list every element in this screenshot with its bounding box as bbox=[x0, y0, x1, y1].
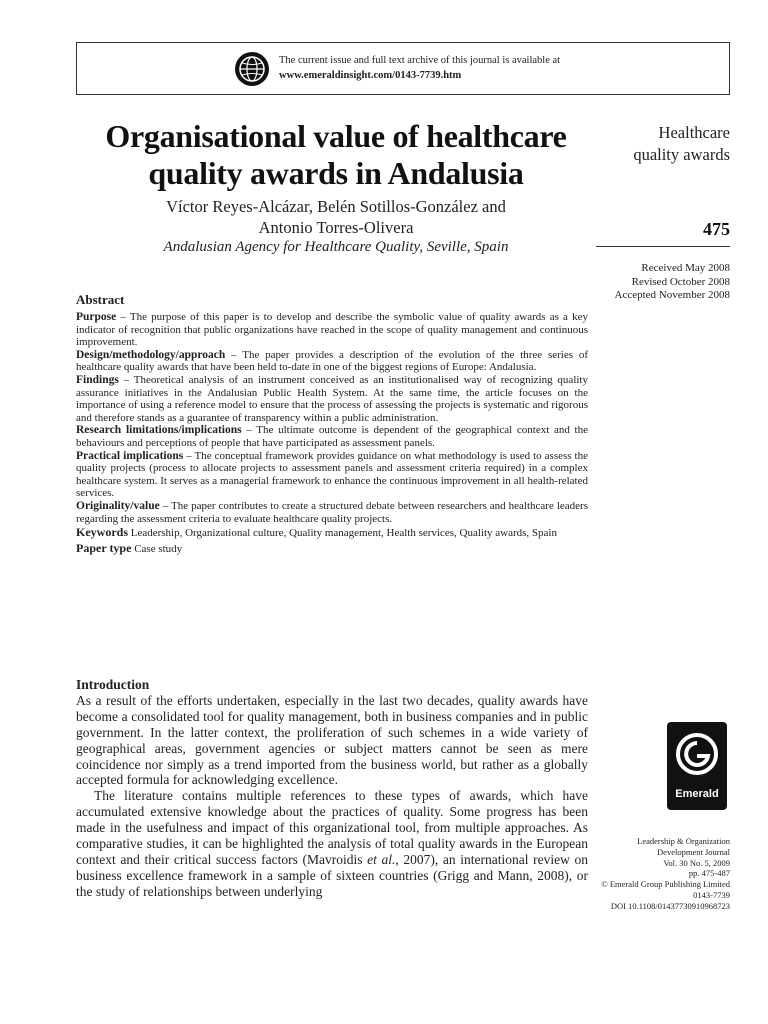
intro-paragraph-2-end: , 2007), an international review on business excellence framework in a sample of sixteen countries (Grigg and Mann, 2008), or the study of relationships between underlying bbox=[76, 851, 588, 899]
journal-copyright: © Emerald Group Publishing Limited bbox=[601, 879, 730, 890]
journal-name-line-2: Development Journal bbox=[657, 846, 730, 857]
emerald-logo-text: Emerald bbox=[675, 788, 719, 800]
limitations-label: Research limitations/implications bbox=[76, 424, 242, 437]
keywords-label: Keywords bbox=[76, 525, 128, 540]
received-date: Received May 2008 bbox=[641, 262, 730, 274]
abstract-findings bbox=[76, 374, 588, 424]
journal-availability-box bbox=[76, 42, 730, 95]
running-title-line-1: Healthcare bbox=[658, 123, 730, 142]
practical-text: – The conceptual framework provides guidance on what methodology is used to assess the quality projects (process to allocate projects to assessment panels and assessment criteria required) in a complex healthcare system. It serves as a managerial framework to enhance the continuous improvement in all health-related services. bbox=[76, 449, 588, 500]
journal-name-line-1: Leadership & Organization bbox=[637, 836, 730, 846]
emerald-logo bbox=[667, 722, 727, 810]
running-title bbox=[596, 122, 730, 166]
limitations-text: – The ultimate outcome is dependent of the geographical context and the behaviours and perceptions of people that have participated as assessment panels. bbox=[76, 424, 588, 449]
keywords-text: Leadership, Organizational culture, Quality management, Health services, Quality awards, Spain bbox=[128, 527, 557, 540]
introduction-section bbox=[76, 677, 588, 900]
journal-doi: DOI 10.1108/01437730910968723 bbox=[610, 900, 730, 911]
journal-issn: 0143-7739 bbox=[693, 889, 730, 900]
intro-paragraph-2-start: The literature contains multiple references to these types of awards, which have accumulated extensive knowledge about the practices of quality. Some progress has been made in the usefulness and impact of this organizational tool, from multiple approaches. As comparative studies, it can be highlighted the analysis of total quality awards in the European context and their critical success factors (Mavroidis bbox=[76, 788, 588, 867]
originality-label: Originality/value bbox=[76, 499, 160, 512]
findings-label: Findings bbox=[76, 373, 119, 386]
intro-paragraph-2 bbox=[76, 788, 588, 899]
sidebar-divider bbox=[596, 246, 730, 247]
paper-type-text: Case study bbox=[131, 542, 183, 555]
author-line-1: Víctor Reyes-Alcázar, Belén Sotillos-González and bbox=[166, 197, 506, 216]
article-title: Organisational value of healthcare quality awards in Andalusia bbox=[105, 118, 567, 191]
accepted-date: Accepted November 2008 bbox=[614, 289, 730, 301]
abstract-design bbox=[76, 349, 588, 374]
purpose-text: – The purpose of this paper is to develop and describe the symbolic value of quality awards as a key indicator of recognition that public organizations have reached in the scope of quality management and continuous improvement. bbox=[76, 311, 588, 349]
abstract-heading: Abstract bbox=[76, 292, 125, 307]
originality-text: – The paper contributes to create a structured debate between researchers and healthcare leaders regarding the assessment criteria to evaluate healthcare quality projects. bbox=[76, 499, 588, 525]
globe-icon bbox=[235, 52, 269, 86]
design-label: Design/methodology/approach bbox=[76, 348, 226, 361]
availability-text bbox=[279, 53, 560, 83]
abstract-purpose bbox=[76, 311, 588, 349]
author-line-2: Antonio Torres-Olivera bbox=[258, 218, 414, 237]
abstract-limitations bbox=[76, 424, 588, 449]
practical-label: Practical implications bbox=[76, 449, 184, 462]
design-text: – The paper provides a description of the evolution of the three series of healthcare quality awards that have been held to-date in one of the biggest regions of Europe: Andalusia. bbox=[76, 348, 588, 374]
abstract-section bbox=[76, 292, 588, 555]
revised-date: Revised October 2008 bbox=[631, 275, 730, 288]
availability-line: The current issue and full text archive of this journal is available at bbox=[279, 55, 561, 66]
author-list bbox=[76, 196, 596, 238]
introduction-heading: Introduction bbox=[76, 677, 150, 692]
author-affiliation: Andalusian Agency for Healthcare Quality, Seville, Spain bbox=[163, 239, 509, 255]
journal-citation-info bbox=[590, 836, 730, 912]
abstract-originality bbox=[76, 500, 588, 525]
emerald-swirl-icon bbox=[675, 730, 719, 784]
keywords bbox=[76, 526, 588, 540]
paper-type-label: Paper type bbox=[76, 540, 132, 555]
findings-text: – Theoretical analysis of an instrument conceived as an institutionalised way of recognizing quality assurance initiatives in the Andalusian Public Health System. At the same time, the article focuses on the importance of using a reference model to ensure that the process of assessing the projects is systematic and rigorous and therefore stands as a guarantee of transparency within a public administration. bbox=[76, 373, 588, 424]
page-number: 475 bbox=[703, 219, 730, 239]
journal-pages: pp. 475-487 bbox=[688, 868, 730, 879]
et-al-italic: et al. bbox=[367, 851, 396, 867]
paper-type bbox=[76, 542, 588, 556]
journal-volume: Vol. 30 No. 5, 2009 bbox=[663, 857, 730, 868]
submission-dates bbox=[596, 262, 730, 303]
purpose-label: Purpose bbox=[76, 311, 117, 323]
abstract-practical bbox=[76, 450, 588, 500]
journal-url-link[interactable]: www.emeraldinsight.com/0143-7739.htm bbox=[279, 70, 462, 81]
intro-paragraph-1: As a result of the efforts undertaken, especially in the last two decades, quality awards have become a consolidated tool for quality management, both in business companies and in public government. In the latter context, the proliferation of such schemes in a wide variety of geographical areas, government agencies or subject matters cannot be seen as mere coincidence nor simply as a trend imported from the business world, but rather as a globally accepted formula for acknowledging excellence. bbox=[76, 692, 588, 788]
running-title-line-2: quality awards bbox=[633, 145, 730, 164]
